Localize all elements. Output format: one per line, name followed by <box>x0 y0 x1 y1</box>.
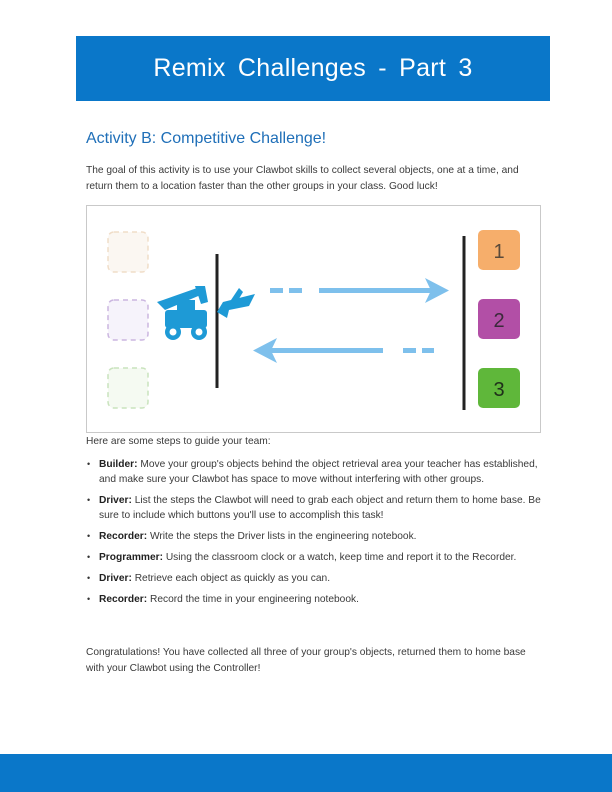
activity-heading: Activity B: Competitive Challenge! <box>86 130 327 147</box>
step-text: Using the classroom clock or a watch, keep time and report it to the Recorder. <box>165 552 517 563</box>
step-text: List the steps the Clawbot will need to grab each object and return them to home base. Be sure to include which buttons you'll use to accomplish this task! <box>99 495 541 521</box>
object-square-purple <box>108 300 148 340</box>
object-square-orange <box>108 232 148 272</box>
bin-1-label: 1 <box>493 241 505 263</box>
steps-intro: Here are some steps to guide your team: <box>86 436 271 447</box>
step-role: Driver: <box>99 573 132 584</box>
steps-list <box>86 457 546 613</box>
list-item <box>86 592 546 607</box>
page-title: Remix Challenges - Part 3 <box>153 54 473 82</box>
bin-2-label: 2 <box>493 310 505 332</box>
activity-intro: The goal of this activity is to use your Clawbot skills to collect several objects, one at a time, and return them to a location faster than the other groups in your class. Good luck! <box>86 165 519 192</box>
step-text: Write the steps the Driver lists in the engineering notebook. <box>149 531 417 542</box>
step-role: Driver: <box>99 495 132 506</box>
bullet-icon: • <box>87 573 91 583</box>
bin-2 <box>478 299 520 339</box>
return-arrow <box>253 338 434 363</box>
bullet-icon: • <box>87 552 91 562</box>
step-role: Recorder: <box>99 531 148 542</box>
bullet-icon: • <box>87 459 91 469</box>
step-text: Retrieve each object as quickly as you can. <box>134 573 331 584</box>
closing-paragraph: Congratulations! You have collected all three of your group's objects, returned them to home base with your Clawbot using the Controller! <box>86 647 526 674</box>
bullet-icon: • <box>87 495 91 505</box>
page-banner <box>76 36 550 101</box>
step-role: Builder: <box>99 459 138 470</box>
bullet-icon: • <box>87 531 91 541</box>
step-text: Move your group's objects behind the object retrieval area your teacher has established, and make sure your Clawbot has space to move without interfering with other groups. <box>99 459 538 485</box>
bin-3-label: 3 <box>493 379 505 401</box>
list-item <box>86 493 546 523</box>
list-item <box>86 457 546 487</box>
outgoing-arrow <box>270 278 449 303</box>
diagram-canvas <box>87 206 540 432</box>
list-item <box>86 571 546 586</box>
step-role: Programmer: <box>99 552 163 563</box>
clawbot-icon <box>157 286 255 340</box>
bullet-icon: • <box>87 594 91 604</box>
list-item <box>86 529 546 544</box>
step-text: Record the time in your engineering notebook. <box>149 594 359 605</box>
bin-1 <box>478 230 520 270</box>
step-role: Recorder: <box>99 594 148 605</box>
object-square-green <box>108 368 148 408</box>
challenge-diagram <box>86 205 541 433</box>
bin-3 <box>478 368 520 408</box>
footer-bar <box>0 754 612 792</box>
list-item <box>86 550 546 565</box>
